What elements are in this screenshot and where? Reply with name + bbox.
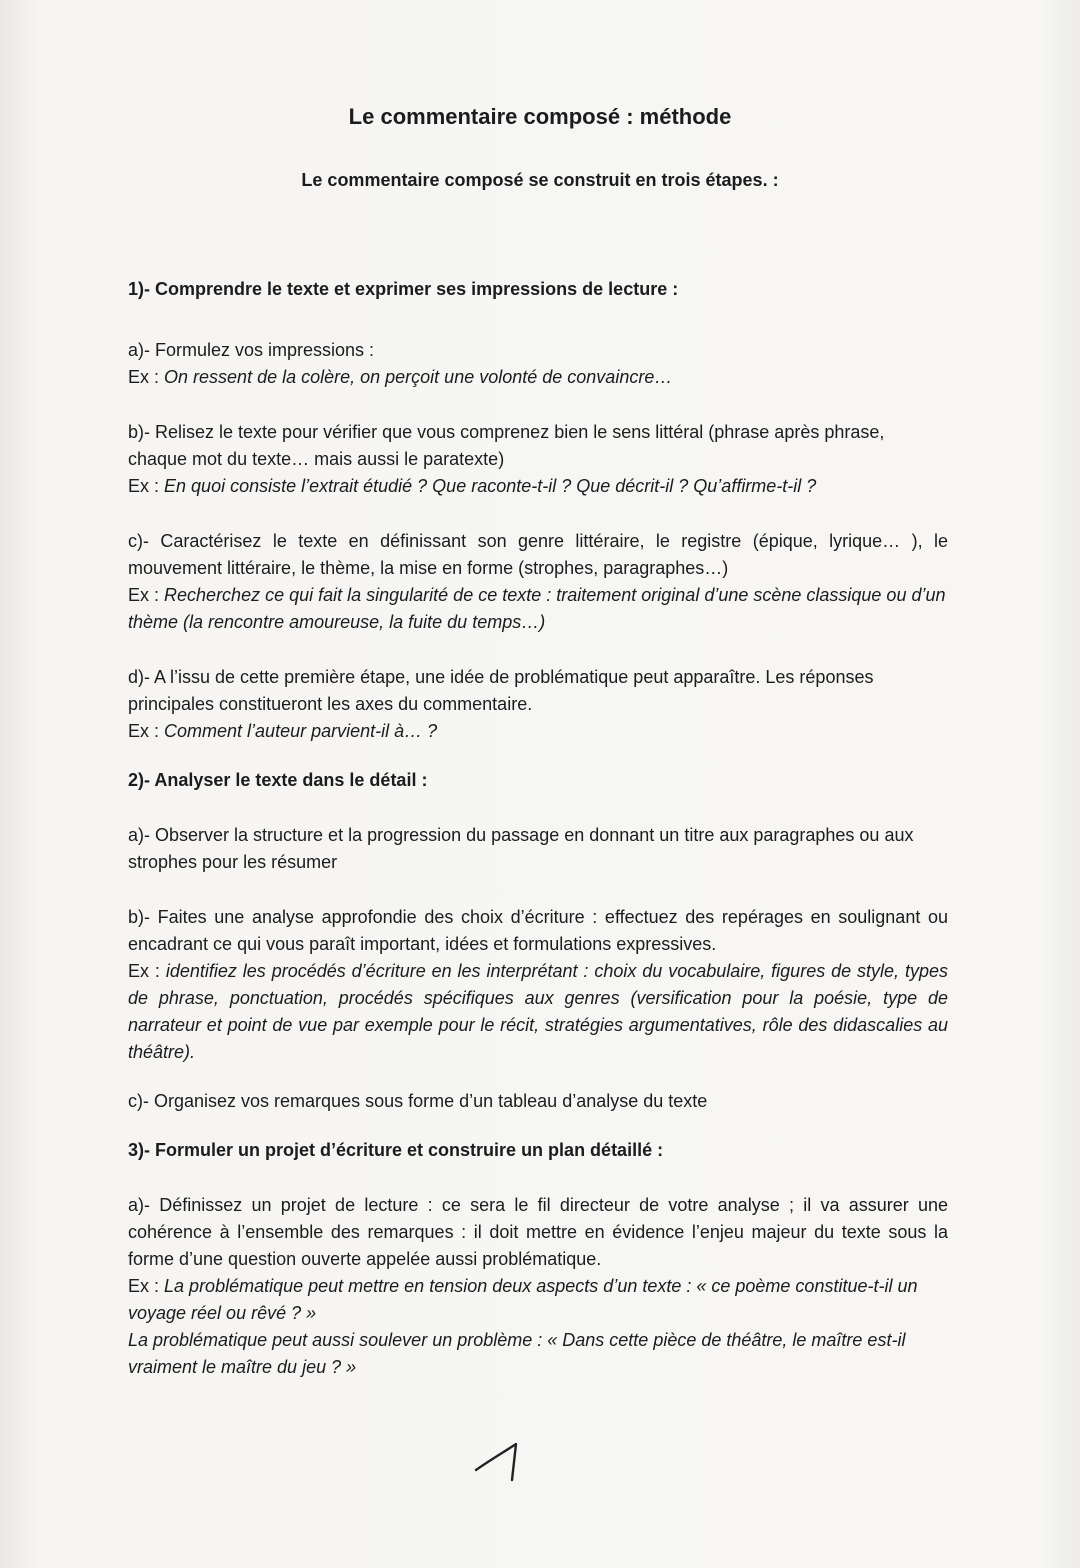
example-text: On ressent de la colère, on perçoit une volonté de convaincre… — [164, 367, 673, 387]
section-1-b-text: b)- Relisez le texte pour vérifier que vous comprenez bien le sens littéral (phrase après phrase, chaque mot du texte… mais aussi le paratexte) — [128, 422, 885, 469]
page-subtitle: Le commentaire composé se construit en trois étapes. : — [301, 170, 779, 190]
section-2-b-text: b)- Faites une analyse approfondie des choix d’écriture : effectuez des repérages en soulignant ou encadrant ce qui vous paraît important, idées et formulations expressives. — [128, 907, 948, 954]
example-text: La problématique peut mettre en tension deux aspects d’un texte : « ce poème constitue-t-il un voyage réel ou rêvé ? » — [128, 1276, 918, 1323]
section-2-c-text: c)- Organisez vos remarques sous forme d’un tableau d’analyse du texte — [128, 1091, 708, 1111]
example-label: Ex : — [128, 585, 160, 605]
section-1-d-example — [128, 718, 948, 745]
section-3-a-example — [128, 1273, 948, 1327]
page-title: Le commentaire composé : méthode — [348, 104, 732, 129]
section-1-c-text: c)- Caractérisez le texte en définissant son genre littéraire, le registre (épique, lyrique… ), le mouvement littéraire, le thème, la mise en forme (strophes, paragraphes…) — [128, 531, 948, 578]
section-2-heading: 2)- Analyser le texte dans le détail : — [128, 770, 428, 790]
section-1-c-example — [128, 582, 948, 636]
section-2-a-text: a)- Observer la structure et la progression du passage en donnant un titre aux paragraphes ou aux strophes pour les résumer — [128, 825, 914, 872]
example-text: identifiez les procédés d’écriture en les interprétant : choix du vocabulaire, figures de style, types de phrase, ponctuation, procédés spécifiques aux genres (versification pour la poésie, type de narrateur et point de vue par exemple pour le récit, stratégies argumentatives, rôle des didascalies au théâtre). — [128, 961, 948, 1062]
section-1-a-example — [128, 364, 948, 391]
section-1-d-text: d)- A l’issu de cette première étape, une idée de problématique peut apparaître. Les réponses principales constitueront les axes du commentaire. — [128, 667, 874, 714]
page-number — [470, 1438, 530, 1493]
section-1-heading: 1)- Comprendre le texte et exprimer ses impressions de lecture : — [128, 279, 679, 299]
example-label: Ex : — [128, 721, 160, 741]
example-text: En quoi consiste l’extrait étudié ? Que raconte-t-il ? Que décrit-il ? Qu’affirme-t-il ? — [164, 476, 817, 496]
example-text: Comment l’auteur parvient-il à… ? — [164, 721, 438, 741]
example-label: Ex : — [128, 961, 160, 981]
example-label: Ex : — [128, 1276, 160, 1296]
example-text: Recherchez ce qui fait la singularité de ce texte : traitement original d’une scène classique ou d’un thème (la rencontre amoureuse, la fuite du temps…) — [128, 585, 946, 632]
section-2-b-example — [128, 958, 948, 1066]
example-label: Ex : — [128, 367, 160, 387]
section-3-a-example-2: La problématique peut aussi soulever un problème : « Dans cette pièce de théâtre, le maître est-il vraiment le maître du jeu ? » — [128, 1330, 906, 1377]
section-3-a-text: a)- Définissez un projet de lecture : ce sera le fil directeur de votre analyse ; il va assurer une cohérence à l’ensemble des remarques : il doit mettre en évidence l’enjeu majeur du texte sous la forme d’une question ouverte appelée aussi problématique. — [128, 1195, 948, 1269]
section-1-a-text: a)- Formulez vos impressions : — [128, 340, 375, 360]
handwritten-page-number-icon — [470, 1438, 530, 1488]
section-1-b-example — [128, 473, 948, 500]
document-body — [128, 276, 948, 1381]
example-label: Ex : — [128, 476, 160, 496]
section-3-heading: 3)- Formuler un projet d’écriture et construire un plan détaillé : — [128, 1140, 664, 1160]
